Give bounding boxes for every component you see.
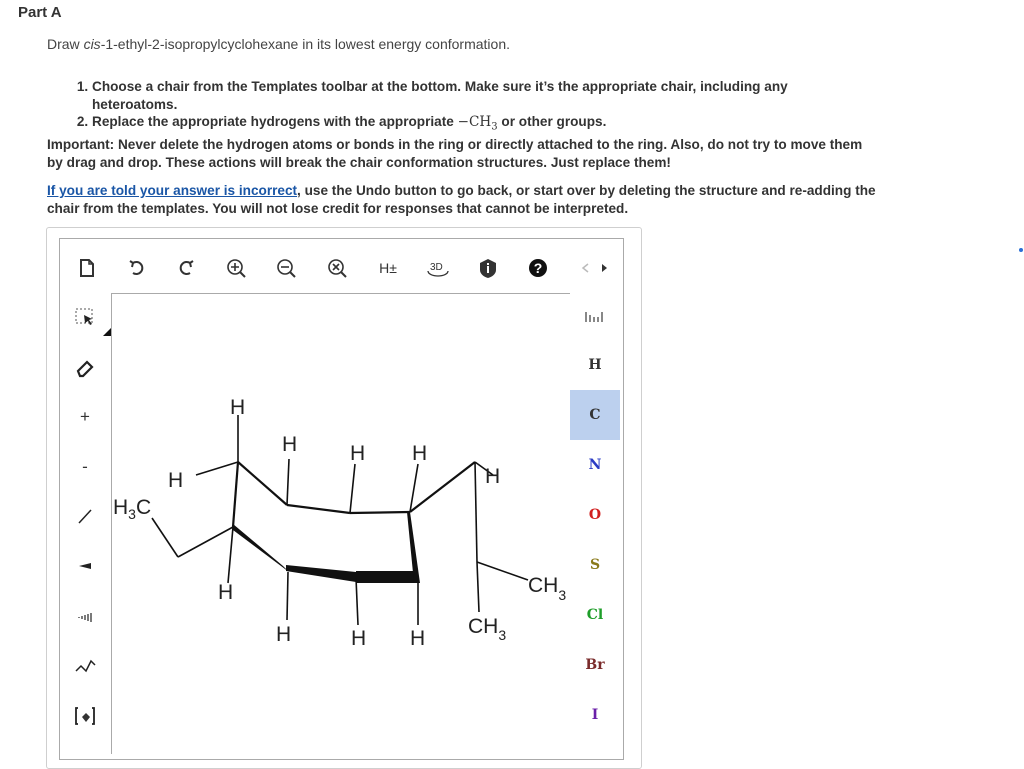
atom-label-h: H	[485, 465, 501, 488]
question-prompt: Draw cis-1-ethyl-2-isopropylcyclohexane in its lowest energy conformation.	[47, 36, 510, 52]
element-o-button[interactable]: O	[588, 507, 602, 523]
instructions	[47, 78, 867, 171]
hydrogen-toggle-icon[interactable]: H±	[379, 260, 397, 276]
atom-label-h: H	[276, 623, 292, 646]
element-cl-button[interactable]: Cl	[586, 607, 604, 623]
svg-text:3D: 3D	[430, 262, 443, 273]
methyl-label-right: $CH_3$	[528, 574, 567, 603]
charge-minus-icon[interactable]: -	[82, 457, 88, 476]
zoom-out-icon[interactable]	[271, 244, 301, 292]
atom-label-h: H	[218, 581, 234, 604]
important-note: Important: Never delete the hydrogen atoms or bonds in the ring or directly attached to the ring. Also, do not try to move them by drag and drop. These actions will break the chair conformation structures. Just replace them!	[47, 137, 863, 170]
atom-label-h: H	[282, 433, 298, 456]
element-br-button[interactable]: Br	[585, 657, 605, 673]
periodic-table-icon[interactable]	[570, 292, 620, 342]
zoom-reset-icon[interactable]	[322, 244, 352, 292]
element-toolbar	[570, 292, 620, 752]
atom-label-h: H	[412, 442, 428, 465]
element-n-button[interactable]: N	[588, 457, 602, 473]
svg-text:?: ?	[533, 260, 543, 276]
atom-label-h: H	[351, 627, 367, 650]
hash-bond-icon[interactable]	[60, 592, 110, 640]
new-document-icon[interactable]	[72, 244, 102, 292]
atom-label-h: H	[410, 627, 426, 650]
atom-label-h: H	[230, 396, 246, 419]
help-icon[interactable]	[523, 244, 553, 292]
instruction-step-1: 1. Choose a chair from the Templates toolbar at the bottom. Make sure it’s the appropriate chair, including any heteroatoms.	[92, 78, 867, 113]
incorrect-answer-note: If you are told your answer is incorrect, use the Undo button to go back, or start over by deleting the structure and re-adding the chair from the templates. You will not lose credit for responses that cannot be interpreted.	[47, 183, 876, 216]
zoom-in-icon[interactable]	[221, 244, 251, 292]
edge-marker	[1019, 248, 1023, 252]
nav-arrows-icon[interactable]	[573, 244, 617, 292]
redo-icon[interactable]	[171, 244, 201, 292]
undo-icon[interactable]	[122, 244, 152, 292]
element-s-button[interactable]: S	[589, 557, 601, 573]
methyl-label-left: $H_3C$	[113, 496, 152, 522]
incorrect-answer-link[interactable]: If you are told your answer is incorrect	[47, 183, 298, 198]
eraser-icon[interactable]	[60, 344, 110, 392]
3d-view-icon[interactable]	[423, 244, 453, 292]
atom-label-h: H	[168, 469, 184, 492]
element-i-button[interactable]: I	[591, 707, 599, 723]
info-icon[interactable]	[473, 244, 503, 292]
single-bond-icon[interactable]	[60, 492, 110, 540]
part-title: Part A	[18, 4, 62, 21]
left-toolbar	[60, 292, 110, 752]
methyl-label-bottom: $CH_3$	[468, 615, 507, 643]
charge-plus-icon[interactable]: +	[80, 407, 90, 426]
atom-label-h: H	[350, 442, 366, 465]
drawing-canvas[interactable]	[111, 293, 570, 754]
template-icon[interactable]	[60, 692, 110, 740]
element-h-button[interactable]: H	[588, 357, 602, 373]
instruction-step-2: 2. Replace the appropriate hydrogens with the appropriate $-CH_3$ or other groups.	[92, 113, 867, 136]
chain-icon[interactable]	[60, 642, 110, 690]
element-c-button[interactable]: C	[570, 390, 620, 440]
wedge-bond-icon[interactable]	[60, 542, 110, 590]
top-toolbar	[60, 244, 620, 292]
select-menu-corner	[103, 328, 111, 336]
